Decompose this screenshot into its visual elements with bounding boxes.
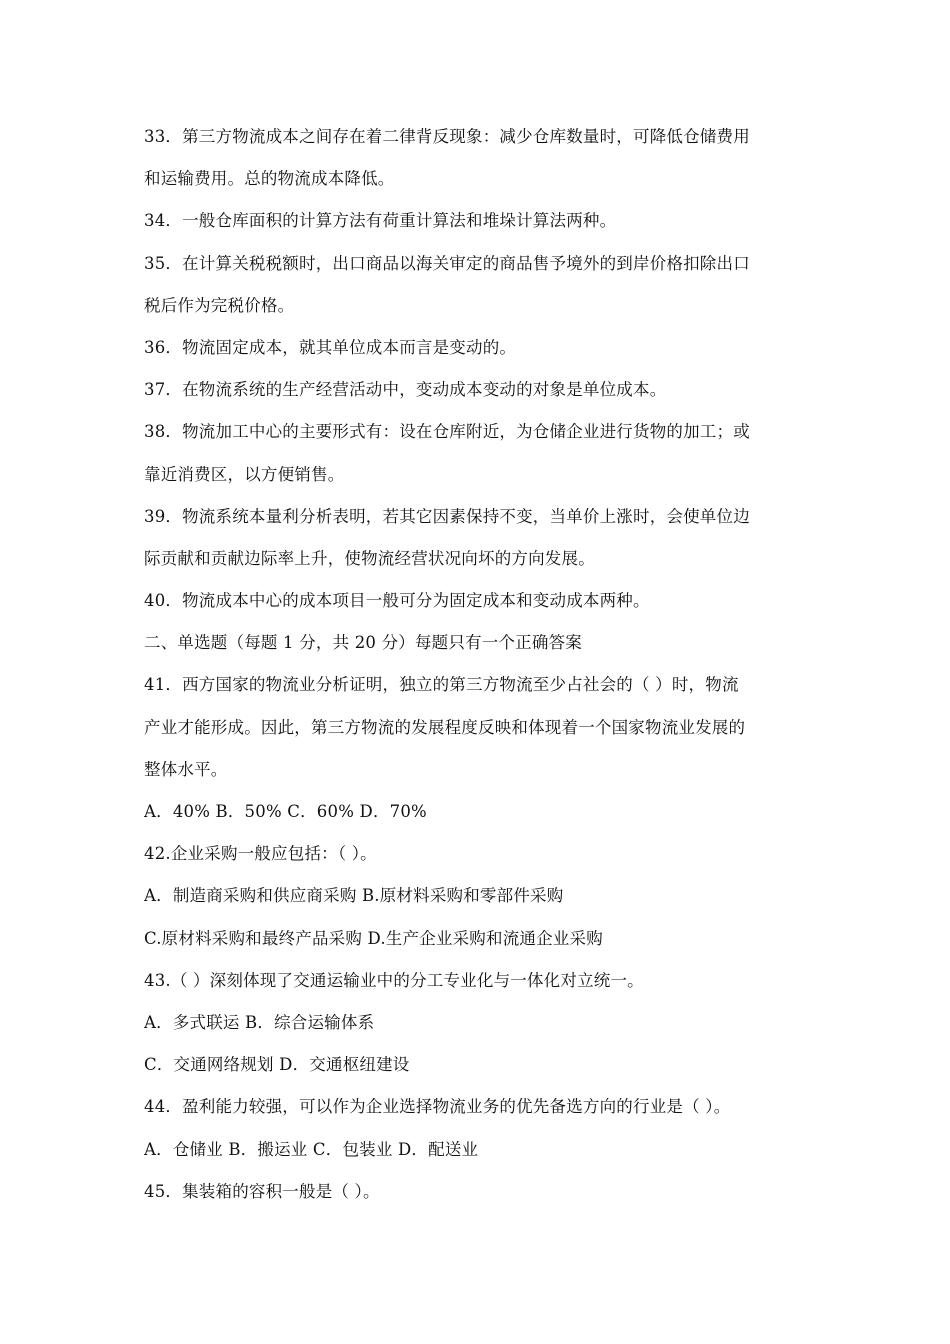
text-line-q39-b: 际贡献和贡献边际率上升，使物流经营状况向坏的方向发展。	[144, 548, 595, 568]
text-line-q33-b: 和运输费用。总的物流成本降低。	[144, 169, 395, 189]
text-line-q33-a: 33．第三方物流成本之间存在着二律背反现象：减少仓库数量时，可降低仓储费用	[144, 127, 750, 146]
section-heading: 二、单选题（每题 1 分，共 20 分）每题只有一个正确答案	[144, 633, 582, 653]
text-line-q41-b: 产业才能形成。因此，第三方物流的发展程度反映和体现着一个国家物流业发展的	[144, 717, 746, 737]
text-line-q42: 42.企业采购一般应包括：（ ）。	[144, 844, 377, 864]
text-line-q45: 45．集装箱的容积一般是（ ）。	[144, 1181, 380, 1201]
text-line-q35-a: 35．在计算关税税额时，出口商品以海关审定的商品售予境外的到岸价格扣除出口	[144, 253, 750, 273]
options-q44: A．仓储业 B．搬运业 C．包装业 D．配送业	[144, 1139, 479, 1159]
text-line-q36: 36．物流固定成本，就其单位成本而言是变动的。	[144, 337, 517, 357]
options-q42-b: C.原材料采购和最终产品采购 D.生产企业采购和流通企业采购	[144, 928, 603, 948]
text-line-q34: 34．一般仓库面积的计算方法有荷重计算法和堆垛计算法两种。	[144, 211, 617, 231]
options-q42-a: A．制造商采购和供应商采购 B.原材料采购和零部件采购	[144, 886, 564, 906]
text-line-q40: 40．物流成本中心的成本项目一般可分为固定成本和变动成本两种。	[144, 591, 650, 611]
options-q41: A．40% B．50% C．60% D．70%	[144, 802, 427, 821]
text-line-q37: 37．在物流系统的生产经营活动中，变动成本变动的对象是单位成本。	[144, 380, 667, 400]
text-line-q39-a: 39．物流系统本量利分析表明，若其它因素保持不变，当单价上涨时，会使单位边	[144, 506, 750, 526]
document-body	[144, 116, 808, 1213]
text-line-q38-b: 靠近消费区，以方便销售。	[144, 464, 345, 484]
text-line-q43: 43.（ ）深刻体现了交通运输业中的分工专业化与一体化对立统一。	[144, 970, 644, 990]
options-q43-b: C．交通网络规划 D．交通枢纽建设	[144, 1055, 410, 1075]
options-q43-a: A．多式联运 B．综合运输体系	[144, 1012, 375, 1032]
text-line-q41-a: 41．西方国家的物流业分析证明，独立的第三方物流至少占社会的（ ）时，物流	[144, 675, 739, 695]
text-line-q38-a: 38．物流加工中心的主要形式有：设在仓库附近，为仓储企业进行货物的加工；或	[144, 422, 750, 442]
text-line-q44: 44．盈利能力较强，可以作为企业选择物流业务的优先备选方向的行业是（ ）。	[144, 1097, 731, 1117]
text-line-q35-b: 税后作为完税价格。	[144, 295, 295, 315]
text-line-q41-c: 整体水平。	[144, 759, 228, 779]
